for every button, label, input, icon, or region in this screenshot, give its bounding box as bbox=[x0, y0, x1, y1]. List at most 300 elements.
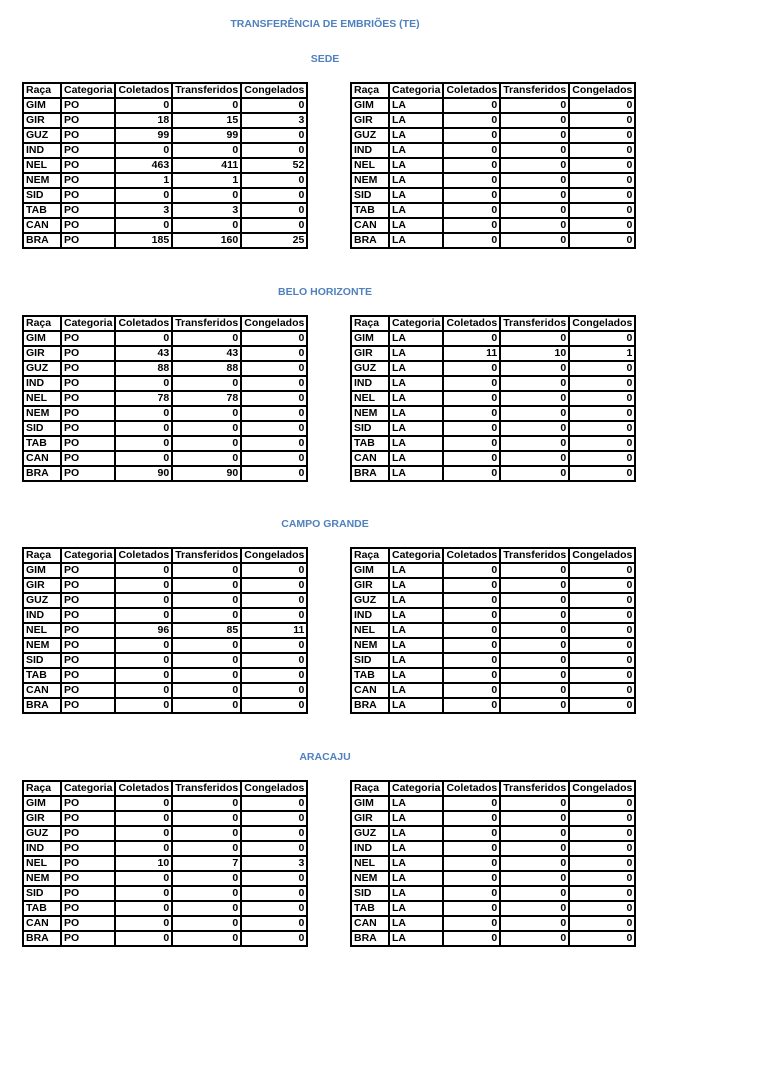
table-cell: PO bbox=[61, 638, 115, 653]
column-header: Coletados bbox=[115, 781, 172, 796]
column-header: Categoria bbox=[389, 781, 443, 796]
table-cell: 0 bbox=[241, 331, 307, 346]
table-cell: BRA bbox=[23, 233, 61, 248]
header-row bbox=[23, 548, 307, 563]
table-row bbox=[351, 331, 635, 346]
table-cell: 25 bbox=[241, 233, 307, 248]
table-cell: LA bbox=[389, 698, 443, 713]
table-cell: PO bbox=[61, 361, 115, 376]
table-cell: 0 bbox=[569, 811, 635, 826]
table-cell: 0 bbox=[241, 638, 307, 653]
column-header: Congelados bbox=[241, 83, 307, 98]
table-cell: PO bbox=[61, 391, 115, 406]
table-cell: 0 bbox=[241, 698, 307, 713]
table-cell: 0 bbox=[569, 593, 635, 608]
table-cell: 52 bbox=[241, 158, 307, 173]
table-cell: 0 bbox=[241, 841, 307, 856]
table-cell: 0 bbox=[500, 451, 569, 466]
table-cell: PO bbox=[61, 871, 115, 886]
table-cell: NEM bbox=[23, 638, 61, 653]
table-cell: 0 bbox=[500, 391, 569, 406]
table-cell: 0 bbox=[443, 466, 500, 481]
table-row bbox=[23, 653, 307, 668]
table-cell: 0 bbox=[172, 841, 241, 856]
table-cell: PO bbox=[61, 158, 115, 173]
table-cell: 0 bbox=[443, 391, 500, 406]
table-cell: 0 bbox=[241, 361, 307, 376]
column-header: Transferidos bbox=[172, 83, 241, 98]
table-cell: TAB bbox=[23, 901, 61, 916]
table-cell: 0 bbox=[172, 698, 241, 713]
table-cell: NEM bbox=[351, 173, 389, 188]
table-cell: LA bbox=[389, 451, 443, 466]
column-header: Congelados bbox=[241, 548, 307, 563]
table-cell: 0 bbox=[241, 346, 307, 361]
column-header: Coletados bbox=[115, 83, 172, 98]
table-cell: 0 bbox=[569, 188, 635, 203]
table-cell: 0 bbox=[115, 608, 172, 623]
table-cell: 0 bbox=[443, 406, 500, 421]
table-cell: 0 bbox=[443, 841, 500, 856]
column-header: Categoria bbox=[61, 316, 115, 331]
table-cell: SID bbox=[23, 188, 61, 203]
page-title: TRANSFERÊNCIA DE EMBRIÕES (TE) bbox=[230, 18, 420, 30]
table-cell: 0 bbox=[241, 466, 307, 481]
table-cell: 0 bbox=[500, 931, 569, 946]
table-row bbox=[351, 451, 635, 466]
table-cell: 0 bbox=[443, 886, 500, 901]
table-cell: LA bbox=[389, 593, 443, 608]
table-cell: 0 bbox=[500, 856, 569, 871]
header-row bbox=[351, 548, 635, 563]
table-cell: NEL bbox=[351, 158, 389, 173]
table-cell: 0 bbox=[241, 203, 307, 218]
column-header: Coletados bbox=[443, 316, 500, 331]
table-cell: 0 bbox=[443, 203, 500, 218]
table-cell: GUZ bbox=[23, 128, 61, 143]
table-row bbox=[351, 406, 635, 421]
table-cell: CAN bbox=[23, 451, 61, 466]
table-cell: 0 bbox=[115, 826, 172, 841]
table-cell: 0 bbox=[172, 796, 241, 811]
table-cell: 0 bbox=[443, 698, 500, 713]
table-cell: PO bbox=[61, 421, 115, 436]
table-cell: 0 bbox=[241, 218, 307, 233]
table-cell: 0 bbox=[115, 931, 172, 946]
table-cell: 0 bbox=[443, 376, 500, 391]
table-row bbox=[351, 421, 635, 436]
table-cell: LA bbox=[389, 638, 443, 653]
column-header: Categoria bbox=[61, 781, 115, 796]
table-cell: 0 bbox=[500, 796, 569, 811]
table-cell: 78 bbox=[115, 391, 172, 406]
table-row bbox=[351, 871, 635, 886]
table-cell: PO bbox=[61, 233, 115, 248]
table-cell: 3 bbox=[241, 856, 307, 871]
table-row bbox=[351, 158, 635, 173]
table-cell: LA bbox=[389, 901, 443, 916]
table-cell: 0 bbox=[115, 796, 172, 811]
table-row bbox=[351, 856, 635, 871]
table-cell: 0 bbox=[241, 391, 307, 406]
table-cell: 43 bbox=[115, 346, 172, 361]
table-cell: 0 bbox=[569, 608, 635, 623]
table-row bbox=[351, 931, 635, 946]
table-row bbox=[351, 98, 635, 113]
table-cell: 0 bbox=[569, 158, 635, 173]
table-cell: LA bbox=[389, 436, 443, 451]
header-row bbox=[351, 83, 635, 98]
table-cell: SID bbox=[23, 886, 61, 901]
table-row bbox=[351, 233, 635, 248]
table-cell: 0 bbox=[569, 406, 635, 421]
table-row bbox=[351, 203, 635, 218]
table-cell: 0 bbox=[172, 886, 241, 901]
table-cell: 0 bbox=[443, 623, 500, 638]
table-cell: 43 bbox=[172, 346, 241, 361]
table-cell: 0 bbox=[241, 886, 307, 901]
table-cell: LA bbox=[389, 346, 443, 361]
table-cell: 0 bbox=[241, 436, 307, 451]
table-cell: 0 bbox=[569, 683, 635, 698]
table-cell: PO bbox=[61, 886, 115, 901]
table-cell: IND bbox=[351, 143, 389, 158]
table-cell: 11 bbox=[443, 346, 500, 361]
table-row bbox=[351, 346, 635, 361]
table-cell: GUZ bbox=[23, 826, 61, 841]
table-cell: 1 bbox=[115, 173, 172, 188]
table-cell: 0 bbox=[115, 451, 172, 466]
table-cell: NEL bbox=[23, 391, 61, 406]
table-cell: GIR bbox=[351, 811, 389, 826]
header-row bbox=[23, 83, 307, 98]
table-cell: 0 bbox=[569, 331, 635, 346]
table-cell: 0 bbox=[172, 436, 241, 451]
table-cell: PO bbox=[61, 98, 115, 113]
table-cell: PO bbox=[61, 113, 115, 128]
table-cell: 10 bbox=[500, 346, 569, 361]
table-row bbox=[23, 143, 307, 158]
table-cell: 0 bbox=[443, 451, 500, 466]
table-cell: 0 bbox=[443, 113, 500, 128]
table-cell: 0 bbox=[500, 698, 569, 713]
table-cell: IND bbox=[23, 143, 61, 158]
table-cell: LA bbox=[389, 796, 443, 811]
column-header: Raça bbox=[351, 548, 389, 563]
table-row bbox=[351, 593, 635, 608]
table-cell: PO bbox=[61, 406, 115, 421]
table-cell: 0 bbox=[172, 826, 241, 841]
column-header: Transferidos bbox=[172, 316, 241, 331]
table-cell: PO bbox=[61, 683, 115, 698]
table-cell: 90 bbox=[115, 466, 172, 481]
table-cell: SID bbox=[351, 653, 389, 668]
table-cell: GUZ bbox=[351, 361, 389, 376]
table-cell: IND bbox=[351, 376, 389, 391]
table-cell: NEL bbox=[351, 391, 389, 406]
table-cell: 0 bbox=[241, 421, 307, 436]
table-cell: 0 bbox=[443, 796, 500, 811]
table-cell: 0 bbox=[500, 623, 569, 638]
table-cell: 0 bbox=[500, 826, 569, 841]
table-cell: 0 bbox=[115, 421, 172, 436]
table-cell: PO bbox=[61, 826, 115, 841]
table-cell: PO bbox=[61, 466, 115, 481]
table-cell: 0 bbox=[172, 421, 241, 436]
column-header: Transferidos bbox=[500, 548, 569, 563]
table-cell: 0 bbox=[569, 623, 635, 638]
table-row bbox=[23, 158, 307, 173]
table-row bbox=[23, 668, 307, 683]
table-cell: LA bbox=[389, 143, 443, 158]
table-cell: 0 bbox=[241, 901, 307, 916]
table-cell: 0 bbox=[443, 608, 500, 623]
table-cell: 0 bbox=[115, 563, 172, 578]
table-cell: 0 bbox=[241, 406, 307, 421]
table-cell: GIM bbox=[351, 796, 389, 811]
column-header: Raça bbox=[23, 781, 61, 796]
table-cell: PO bbox=[61, 331, 115, 346]
table-cell: 0 bbox=[172, 578, 241, 593]
table-cell: 0 bbox=[172, 451, 241, 466]
table-cell: SID bbox=[351, 886, 389, 901]
column-header: Categoria bbox=[389, 316, 443, 331]
table-cell: 0 bbox=[500, 901, 569, 916]
table-cell: GIM bbox=[23, 796, 61, 811]
table-cell: 0 bbox=[241, 143, 307, 158]
table-cell: NEL bbox=[351, 856, 389, 871]
table-cell: 0 bbox=[443, 218, 500, 233]
header-row bbox=[351, 316, 635, 331]
table-cell: 0 bbox=[569, 143, 635, 158]
table-cell: 0 bbox=[241, 871, 307, 886]
table-row bbox=[23, 826, 307, 841]
table-cell: 85 bbox=[172, 623, 241, 638]
table-aracaju-po bbox=[22, 780, 308, 947]
table-cell: 0 bbox=[241, 451, 307, 466]
table-cell: PO bbox=[61, 218, 115, 233]
table-row bbox=[351, 698, 635, 713]
table-cell: NEL bbox=[351, 623, 389, 638]
table-cell: PO bbox=[61, 173, 115, 188]
table-cell: 0 bbox=[500, 668, 569, 683]
column-header: Coletados bbox=[115, 548, 172, 563]
table-cell: 0 bbox=[443, 233, 500, 248]
table-row bbox=[351, 578, 635, 593]
table-cell: GIR bbox=[23, 346, 61, 361]
table-cell: PO bbox=[61, 451, 115, 466]
table-row bbox=[23, 608, 307, 623]
column-header: Coletados bbox=[443, 83, 500, 98]
table-cell: 0 bbox=[569, 113, 635, 128]
table-cell: 0 bbox=[500, 593, 569, 608]
table-cell: LA bbox=[389, 856, 443, 871]
table-cell: IND bbox=[23, 376, 61, 391]
table-row bbox=[23, 173, 307, 188]
table-row bbox=[23, 563, 307, 578]
table-cell: LA bbox=[389, 841, 443, 856]
table-cell: 0 bbox=[115, 901, 172, 916]
table-cell: LA bbox=[389, 653, 443, 668]
table-cell: LA bbox=[389, 811, 443, 826]
column-header: Raça bbox=[23, 316, 61, 331]
table-cell: GUZ bbox=[23, 361, 61, 376]
table-cell: 0 bbox=[569, 233, 635, 248]
table-cell: 0 bbox=[569, 638, 635, 653]
table-cell: PO bbox=[61, 593, 115, 608]
table-cell: CAN bbox=[351, 451, 389, 466]
table-cell: 0 bbox=[172, 406, 241, 421]
table-cell: 0 bbox=[500, 466, 569, 481]
table-cell: 0 bbox=[241, 188, 307, 203]
table-cell: 0 bbox=[500, 233, 569, 248]
table-cell: 0 bbox=[172, 901, 241, 916]
table-cell: 0 bbox=[241, 173, 307, 188]
table-cell: 0 bbox=[500, 916, 569, 931]
table-cell: 0 bbox=[115, 871, 172, 886]
table-row bbox=[23, 346, 307, 361]
table-cell: 0 bbox=[500, 436, 569, 451]
table-cell: 10 bbox=[115, 856, 172, 871]
table-cell: 0 bbox=[500, 578, 569, 593]
table-cell: 0 bbox=[443, 361, 500, 376]
table-cell: LA bbox=[389, 578, 443, 593]
table-cell: LA bbox=[389, 931, 443, 946]
table-cell: 0 bbox=[115, 593, 172, 608]
table-cell: LA bbox=[389, 916, 443, 931]
column-header: Raça bbox=[23, 548, 61, 563]
table-cell: 0 bbox=[172, 98, 241, 113]
table-cell: 0 bbox=[172, 683, 241, 698]
table-cell: 0 bbox=[443, 143, 500, 158]
table-campo-grande-po bbox=[22, 547, 308, 714]
column-header: Categoria bbox=[389, 83, 443, 98]
table-cell: LA bbox=[389, 158, 443, 173]
table-cell: 0 bbox=[569, 886, 635, 901]
table-row bbox=[351, 188, 635, 203]
table-cell: GIM bbox=[23, 98, 61, 113]
table-cell: TAB bbox=[23, 668, 61, 683]
table-cell: CAN bbox=[351, 916, 389, 931]
table-cell: 0 bbox=[500, 113, 569, 128]
table-cell: LA bbox=[389, 871, 443, 886]
table-row bbox=[351, 143, 635, 158]
table-row bbox=[351, 796, 635, 811]
table-cell: 0 bbox=[569, 173, 635, 188]
table-cell: 7 bbox=[172, 856, 241, 871]
table-cell: 0 bbox=[241, 563, 307, 578]
table-cell: 0 bbox=[443, 578, 500, 593]
table-cell: GUZ bbox=[351, 593, 389, 608]
column-header: Congelados bbox=[569, 83, 635, 98]
table-cell: 0 bbox=[241, 668, 307, 683]
table-cell: TAB bbox=[351, 436, 389, 451]
table-cell: 0 bbox=[500, 871, 569, 886]
table-cell: LA bbox=[389, 331, 443, 346]
table-row bbox=[23, 218, 307, 233]
table-cell: SID bbox=[23, 653, 61, 668]
table-cell: LA bbox=[389, 406, 443, 421]
table-cell: LA bbox=[389, 233, 443, 248]
table-cell: 0 bbox=[241, 826, 307, 841]
table-cell: 3 bbox=[115, 203, 172, 218]
table-row bbox=[351, 218, 635, 233]
table-cell: NEL bbox=[23, 158, 61, 173]
table-row bbox=[23, 698, 307, 713]
table-cell: 0 bbox=[443, 683, 500, 698]
table-cell: 0 bbox=[443, 188, 500, 203]
table-cell: 0 bbox=[500, 376, 569, 391]
table-row bbox=[351, 436, 635, 451]
table-cell: 0 bbox=[569, 916, 635, 931]
table-row bbox=[351, 638, 635, 653]
table-cell: 0 bbox=[115, 143, 172, 158]
table-cell: 0 bbox=[569, 98, 635, 113]
table-cell: 0 bbox=[500, 361, 569, 376]
table-cell: 0 bbox=[115, 886, 172, 901]
table-cell: IND bbox=[351, 841, 389, 856]
table-row bbox=[23, 466, 307, 481]
column-header: Transferidos bbox=[172, 548, 241, 563]
table-cell: 0 bbox=[172, 653, 241, 668]
table-row bbox=[23, 406, 307, 421]
table-cell: PO bbox=[61, 901, 115, 916]
table-cell: TAB bbox=[351, 668, 389, 683]
table-cell: NEL bbox=[23, 623, 61, 638]
table-cell: 0 bbox=[115, 916, 172, 931]
table-cell: 0 bbox=[569, 901, 635, 916]
table-cell: SID bbox=[351, 188, 389, 203]
table-cell: GUZ bbox=[351, 826, 389, 841]
table-cell: 0 bbox=[500, 421, 569, 436]
table-cell: CAN bbox=[351, 683, 389, 698]
table-cell: SID bbox=[351, 421, 389, 436]
table-cell: CAN bbox=[351, 218, 389, 233]
table-cell: LA bbox=[389, 113, 443, 128]
table-cell: PO bbox=[61, 128, 115, 143]
table-cell: PO bbox=[61, 623, 115, 638]
table-cell: 0 bbox=[241, 376, 307, 391]
section-title-sede: SEDE bbox=[310, 53, 340, 65]
table-cell: 0 bbox=[500, 683, 569, 698]
table-row bbox=[23, 233, 307, 248]
table-row bbox=[351, 376, 635, 391]
table-cell: GUZ bbox=[23, 593, 61, 608]
table-cell: 0 bbox=[115, 841, 172, 856]
table-cell: 0 bbox=[500, 218, 569, 233]
table-cell: 0 bbox=[115, 653, 172, 668]
table-cell: 0 bbox=[500, 203, 569, 218]
table-cell: NEM bbox=[23, 406, 61, 421]
table-cell: LA bbox=[389, 188, 443, 203]
table-cell: 0 bbox=[115, 98, 172, 113]
section-title-campo-grande: CAMPO GRANDE bbox=[281, 518, 369, 530]
table-cell: LA bbox=[389, 886, 443, 901]
table-cell: PO bbox=[61, 811, 115, 826]
table-cell: 0 bbox=[172, 563, 241, 578]
table-cell: 0 bbox=[443, 826, 500, 841]
table-cell: 0 bbox=[115, 638, 172, 653]
table-cell: PO bbox=[61, 376, 115, 391]
table-cell: 0 bbox=[569, 203, 635, 218]
table-cell: LA bbox=[389, 173, 443, 188]
table-cell: BRA bbox=[351, 698, 389, 713]
table-row bbox=[351, 563, 635, 578]
table-cell: LA bbox=[389, 826, 443, 841]
table-cell: 0 bbox=[569, 871, 635, 886]
table-row bbox=[23, 578, 307, 593]
table-cell: 0 bbox=[443, 901, 500, 916]
